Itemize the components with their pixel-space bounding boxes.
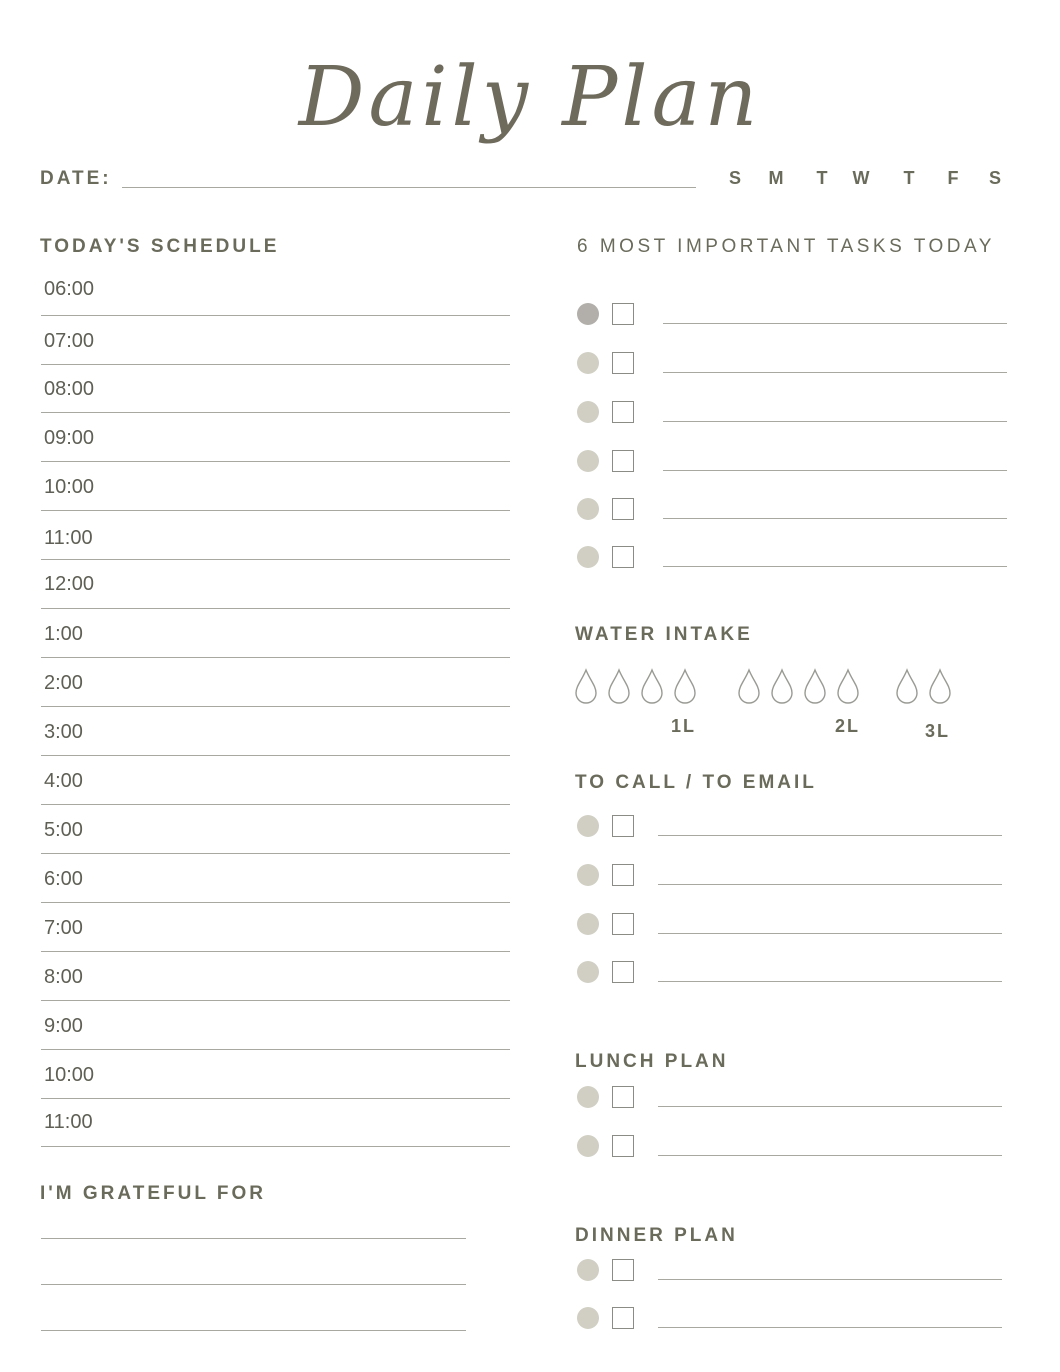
schedule-time: 10:00 [44, 1064, 95, 1086]
bullet-dot [577, 498, 599, 520]
bullet-dot [577, 1135, 599, 1157]
tasks-heading: 6 MOST IMPORTANT TASKS TODAY [577, 236, 995, 257]
bullet-dot [577, 352, 599, 374]
entry-line[interactable] [658, 884, 1002, 885]
bullet-dot [577, 913, 599, 935]
checkbox[interactable] [612, 303, 634, 325]
checkbox[interactable] [612, 1086, 634, 1108]
lunch-heading: LUNCH PLAN [575, 1051, 729, 1072]
grateful-line[interactable] [41, 1284, 466, 1285]
checkbox[interactable] [612, 1307, 634, 1329]
checkbox[interactable] [612, 864, 634, 886]
entry-line[interactable] [663, 518, 1007, 519]
water-drop-icon[interactable] [607, 668, 631, 704]
checkbox[interactable] [612, 815, 634, 837]
entry-line[interactable] [663, 372, 1007, 373]
water-label-3l: 3L [925, 721, 951, 741]
checkbox[interactable] [612, 1259, 634, 1281]
schedule-line[interactable] [41, 315, 510, 316]
water-drop-icon[interactable] [574, 668, 598, 704]
schedule-line[interactable] [41, 412, 510, 413]
bullet-dot [577, 864, 599, 886]
calls-heading: TO CALL / TO EMAIL [575, 772, 817, 793]
schedule-time: 4:00 [44, 770, 83, 792]
water-drop-icon[interactable] [640, 668, 664, 704]
bullet-dot [577, 815, 599, 837]
page-title: Daily Plan [298, 50, 762, 145]
water-drop-icon[interactable] [803, 668, 827, 704]
schedule-line[interactable] [41, 559, 510, 560]
checkbox[interactable] [612, 401, 634, 423]
water-drop-icon[interactable] [895, 668, 919, 704]
schedule-time: 10:00 [44, 476, 95, 498]
schedule-line[interactable] [41, 608, 510, 609]
entry-line[interactable] [663, 323, 1007, 324]
schedule-heading: TODAY'S SCHEDULE [40, 236, 280, 257]
schedule-time: 09:00 [44, 427, 95, 449]
entry-line[interactable] [658, 835, 1002, 836]
schedule-line[interactable] [41, 951, 510, 952]
schedule-line[interactable] [41, 1049, 510, 1050]
schedule-line[interactable] [41, 1000, 510, 1001]
bullet-dot [577, 1259, 599, 1281]
day-saturday[interactable]: S [988, 168, 1001, 188]
date-label: DATE: [40, 168, 112, 189]
bullet-dot [577, 303, 599, 325]
schedule-time: 1:00 [44, 623, 83, 645]
checkbox[interactable] [612, 352, 634, 374]
water-drop-icon[interactable] [770, 668, 794, 704]
schedule-time: 8:00 [44, 966, 83, 988]
entry-line[interactable] [658, 981, 1002, 982]
schedule-line[interactable] [41, 1098, 510, 1099]
entry-line[interactable] [658, 1327, 1002, 1328]
day-thursday[interactable]: T [903, 168, 915, 188]
schedule-line[interactable] [41, 706, 510, 707]
schedule-time: 9:00 [44, 1015, 83, 1037]
bullet-dot [577, 546, 599, 568]
checkbox[interactable] [612, 913, 634, 935]
entry-line[interactable] [658, 1106, 1002, 1107]
water-label-1l: 1L [671, 716, 697, 736]
schedule-line[interactable] [41, 755, 510, 756]
water-drop-icon[interactable] [836, 668, 860, 704]
schedule-line[interactable] [41, 853, 510, 854]
day-sunday[interactable]: S [728, 168, 741, 188]
grateful-heading: I'M GRATEFUL FOR [40, 1183, 266, 1204]
checkbox[interactable] [612, 498, 634, 520]
entry-line[interactable] [663, 566, 1007, 567]
schedule-line[interactable] [41, 657, 510, 658]
water-label-2l: 2L [835, 716, 861, 736]
schedule-time: 11:00 [44, 1111, 93, 1133]
water-drop-icon[interactable] [737, 668, 761, 704]
schedule-time: 6:00 [44, 868, 83, 890]
schedule-line[interactable] [41, 1146, 510, 1147]
date-field-line[interactable] [122, 187, 696, 188]
schedule-line[interactable] [41, 804, 510, 805]
entry-line[interactable] [663, 421, 1007, 422]
water-heading: WATER INTAKE [575, 624, 753, 645]
schedule-line[interactable] [41, 461, 510, 462]
entry-line[interactable] [658, 1155, 1002, 1156]
water-drop-icon[interactable] [673, 668, 697, 704]
schedule-time: 2:00 [44, 672, 83, 694]
schedule-time: 5:00 [44, 819, 83, 841]
day-tuesday[interactable]: T [816, 168, 828, 188]
grateful-line[interactable] [41, 1238, 466, 1239]
schedule-time: 12:00 [44, 573, 95, 595]
bullet-dot [577, 401, 599, 423]
schedule-line[interactable] [41, 364, 510, 365]
schedule-line[interactable] [41, 510, 510, 511]
schedule-time: 3:00 [44, 721, 83, 743]
bullet-dot [577, 1086, 599, 1108]
checkbox[interactable] [612, 546, 634, 568]
checkbox[interactable] [612, 961, 634, 983]
bullet-dot [577, 450, 599, 472]
checkbox[interactable] [612, 1135, 634, 1157]
schedule-time: 08:00 [44, 378, 95, 400]
entry-line[interactable] [658, 933, 1002, 934]
grateful-line[interactable] [41, 1330, 466, 1331]
schedule-time: 07:00 [44, 330, 95, 352]
bullet-dot [577, 1307, 599, 1329]
entry-line[interactable] [663, 470, 1007, 471]
water-drop-icon[interactable] [928, 668, 952, 704]
schedule-line[interactable] [41, 902, 510, 903]
dinner-heading: DINNER PLAN [575, 1225, 738, 1246]
schedule-time: 7:00 [44, 917, 83, 939]
day-wednesday[interactable]: W [852, 168, 870, 188]
schedule-time: 06:00 [44, 278, 95, 300]
schedule-time: 11:00 [44, 527, 93, 549]
day-friday[interactable]: F [947, 168, 959, 188]
day-monday[interactable]: M [768, 168, 784, 188]
bullet-dot [577, 961, 599, 983]
entry-line[interactable] [658, 1279, 1002, 1280]
checkbox[interactable] [612, 450, 634, 472]
